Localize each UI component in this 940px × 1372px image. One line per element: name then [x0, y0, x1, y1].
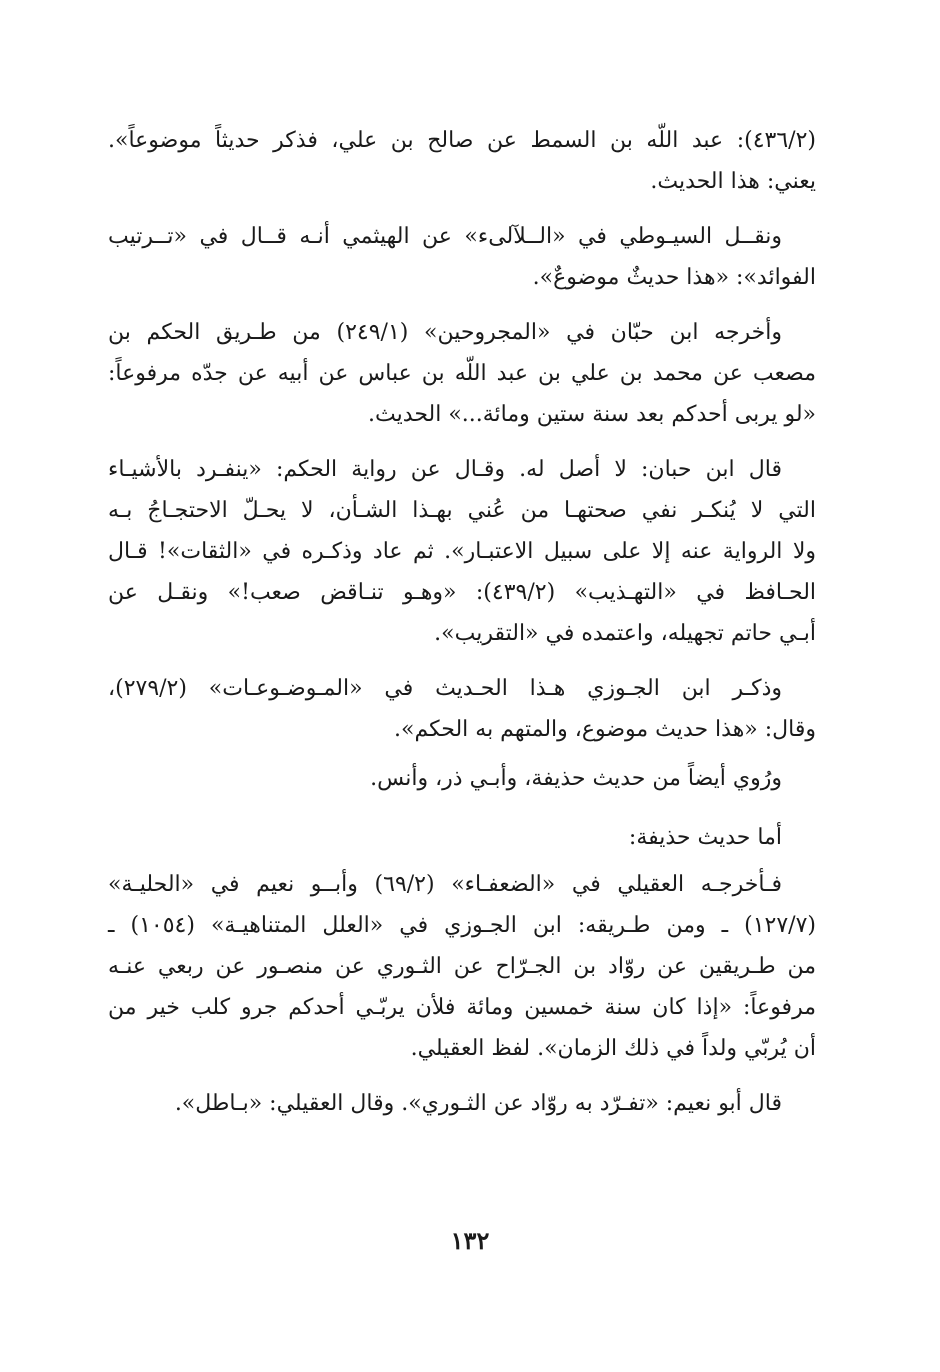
- text-line: ونقــل السيـوطي في «الــلآلىء» عن الهيثمي أنـه قــال في «تــرتيب: [108, 224, 782, 249]
- text-line: التي لا يُنكـر نفي صحتهـا من عُني بهـذا الشـأن، لا يحـلّ الاحتجـاجُ بـه: [108, 498, 816, 523]
- text-line: قال ابن حبان: لا أصل له. وقـال عن رواية الحكم: «ينفـرد بالأشيـاء: [108, 457, 782, 482]
- paragraph-4: [108, 449, 816, 654]
- text-line: أن يُربّي ولداً في ذلك الزمان». لفظ العقيلي.: [410, 1036, 816, 1061]
- text-line: يعني: هذا الحديث.: [650, 169, 816, 194]
- text-line: فـأخرجـه العقيلي في «الضعفـاء» (٦٩/٢) وأبــو نعيم في «الحليـة»: [108, 872, 782, 897]
- text-line: ورُوي أيضاً من حديث حذيفة، وأبـي ذر، وأنس.: [370, 766, 782, 791]
- text-line: قال أبو نعيم: «تفـرّد به روّاد عن الثـوري». وقال العقيلي: «بـاطل».: [174, 1091, 782, 1116]
- body-text: [108, 120, 816, 1136]
- paragraph-7: [108, 817, 816, 858]
- paragraph-6: [108, 758, 816, 799]
- text-line: الفوائد»: «هذا حديثٌ موضوعٌ».: [532, 265, 816, 290]
- page-number: ١٣٢: [450, 1226, 490, 1255]
- text-line: مصعب عن محمد بن علي بن عبد اللّه بن عباس عن أبيه عن جدّه مرفوعاً:: [108, 361, 816, 386]
- text-line: مرفوعاً: «إذا كان سنة خمسين ومائة فلأن يربّـي أحدكم جرو كلب خير من: [108, 995, 816, 1020]
- paragraph-9: [108, 1083, 816, 1124]
- text-line: وذكـر ابن الجـوزي هـذا الحـديث في «المـوضـوعـات» (٢٧٩/٢)،: [108, 676, 782, 701]
- text-line: (١٢٧/٧) ـ ومن طـريقه: ابن الجـوزي في «العلل المتناهيـة» (١٠٥٤) ـ: [108, 913, 816, 938]
- text-line: «لو يربى أحدكم بعد سنة ستين ومائة...» الحديث.: [368, 402, 816, 427]
- paragraph-3: [108, 312, 816, 435]
- text-line: ولا الرواية عنه إلا على سبيل الاعتبـار». ثم عاد وذكـره في «الثقات»! قـال: [108, 539, 816, 564]
- paragraph-5: [108, 668, 816, 750]
- text-line: (٤٣٦/٢): عبد اللّه بن السمط عن صالح بن علي، فذكر حديثاً موضوعاً».: [108, 128, 816, 153]
- paragraph-8: [108, 864, 816, 1069]
- paragraph-1: [108, 120, 816, 202]
- text-line: من طـريقين عن روّاد بن الجـرّاح عن الثـوري عن منصـور عن ربعي عنـه: [108, 954, 816, 979]
- paragraph-2: [108, 216, 816, 298]
- text-line: أما حديث حذيفة:: [628, 825, 782, 850]
- text-line: أبـي حاتم تجهيله، واعتمده في «التقريب».: [434, 621, 816, 646]
- text-line: وقال: «هذا حديث موضوع، والمتهم به الحكم».: [394, 717, 816, 742]
- text-line: وأخرجه ابن حبّان في «المجروحين» (٢٤٩/١) من طـريق الحكم بن: [108, 320, 782, 345]
- text-line: الحـافظ في «التهـذيب» (٤٣٩/٢): «وهـو تنـاقض صعب!» ونقـل عن: [108, 580, 817, 605]
